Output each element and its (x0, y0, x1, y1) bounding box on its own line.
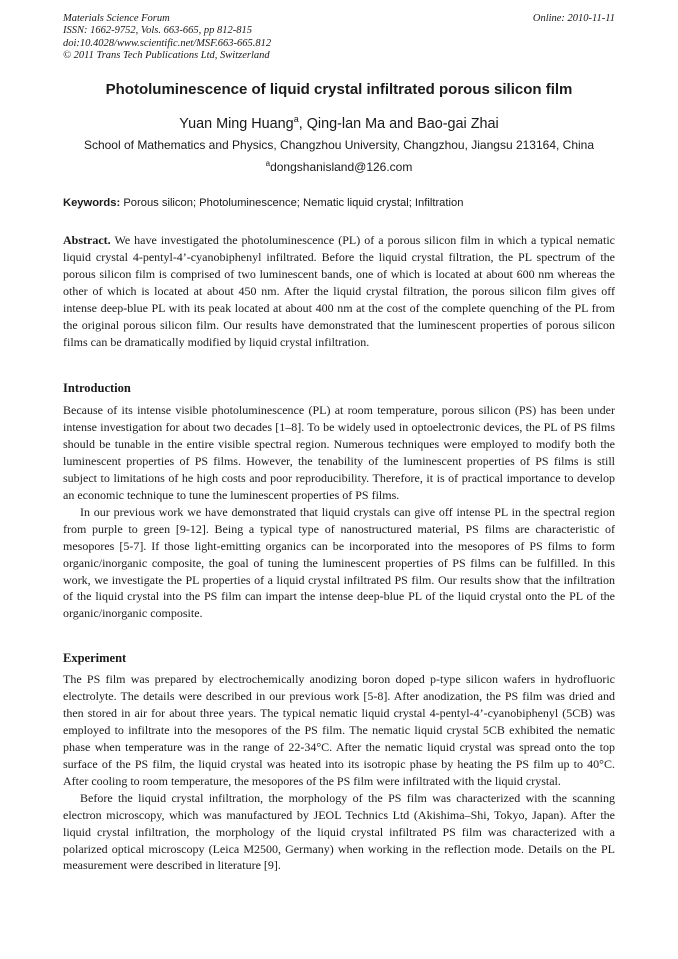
experiment-body (63, 671, 615, 874)
keywords-line (63, 196, 623, 210)
author-list (40, 115, 638, 133)
doi-line: doi:10.4028/www.scientific.net/MSF.663-665.812 (63, 37, 272, 49)
copyright-line: © 2011 Trans Tech Publications Ltd, Switzerland (63, 50, 270, 62)
issn-line: ISSN: 1662-9752, Vols. 663-665, pp 812-815 (63, 25, 252, 37)
keywords-label: Keywords: (63, 197, 121, 209)
intro-paragraph-2: In our previous work we have demonstrated that liquid crystals can give off intense PL in the spectral region from purple to green [9-12]. Being a typical type of nanostructured material, PS films are characteristic of mesopores [5-7]. If those light-emitting organics can be incorporated into the mesopores of PS films to form organic/inorganic composite, the goal of tuning the luminescent properties of PS films can be fulfilled. In this work, we investigate the PL properties of a liquid crystal infiltrated PS film. Our results show that the infiltration of the liquid crystal into the PS film can impart the intense deep-blue PL of the liquid crystal onto the PL of the organic/inorganic composite. (63, 504, 615, 621)
experiment-heading: Experiment (63, 651, 127, 665)
introduction-heading: Introduction (63, 381, 131, 395)
journal-header (63, 13, 615, 63)
exp-paragraph-1: The PS film was prepared by electrochemically anodizing boron doped p-type silicon wafers in hydrofluoric electrolyte. The details were described in our previous work [5-8]. After anodization, the PS film was dried and then stored in air for about three years. The typical nematic liquid crystal 4-pentyl-4’-cyanobiphenyl (5CB) was employed to infiltrate into the mesopores of the PS film. The nematic liquid crystal 5CB exhibited the nematic phase when temperature was in the range of 22-34°C. After the nematic liquid crystal was spread onto the top surface of the PS film, the liquid crystal was heated into its isotropic phase by heating the PS film up to 40°C. After cooling to room temperature, the mesopores of the PS film were infiltrated with the liquid crystal. (63, 672, 615, 788)
introduction-body (63, 402, 615, 622)
author-rest: , Qing-lan Ma and Bao-gai Zhai (298, 116, 499, 132)
author-1-affil-mark: a (293, 114, 299, 124)
email-mark: a (265, 159, 271, 168)
abstract-label: Abstract. (63, 233, 111, 247)
email-line (40, 160, 638, 175)
intro-paragraph-1: Because of its intense visible photoluminescence (PL) at room temperature, porous silicon (PS) has been under intense investigation for about two decades [1–8]. To be widely used in optoelectronic devices, the PL of PS films should be tunable in the entire visible spectral region. Numerous techniques were employed to modify both the luminescent properties of PS films. However, the tenability of the luminescent properties of PS films is still subject to limitations of he high costs and poor reproducibility. Therefore, it is of practical importance to develop an economic technique to tune the luminescent properties of PS films. (63, 403, 615, 502)
online-date: Online: 2010-11-11 (532, 13, 615, 24)
keywords-text: Porous silicon; Photoluminescence; Nematic liquid crystal; Infiltration (123, 197, 464, 209)
abstract-text: We have investigated the photoluminescence (PL) of a porous silicon film in which a typical nematic liquid crystal 4-pentyl-4’-cyanobiphenyl infiltrated. Before the liquid crystal filtration, the PL spectrum of the porous silicon film is comprised of two luminescent bands, one of which is located at about 600 nm whereas the other of which is located at about 450 nm. After the liquid crystal filtration, the porous silicon film gives off intense deep-blue PL with its peak located at about 400 nm at the cost of the complete quenching of the PL from the original porous silicon film. Our results have demonstrated that the luminescent properties of porous silicon films can be dramatically modified by liquid crystal infiltration. (63, 233, 615, 349)
journal-name: Materials Science Forum (63, 13, 170, 24)
exp-paragraph-2: Before the liquid crystal infiltration, the morphology of the PS film was characterized with the scanning electron microscopy, which was manufactured by JEOL Technics Ltd (Akishima–Shi, Tokyo, Japan). After the liquid crystal infiltration, the morphology of the liquid crystal infiltrated PS film was characterized with a polarized optical microscopy (Leica M2500, Germany) when working in the reflection mode. Details on the PL measurement were described in literature [9]. (63, 790, 615, 873)
affiliation: School of Mathematics and Physics, Changzhou University, Changzhou, Jiangsu 213164, China (83, 138, 595, 152)
email-address: dongshanisland@126.com (270, 160, 413, 174)
abstract (63, 232, 615, 351)
paper-title: Photoluminescence of liquid crystal infiltrated porous silicon film (105, 81, 573, 98)
author-1: Yuan Ming Huang (179, 116, 294, 132)
